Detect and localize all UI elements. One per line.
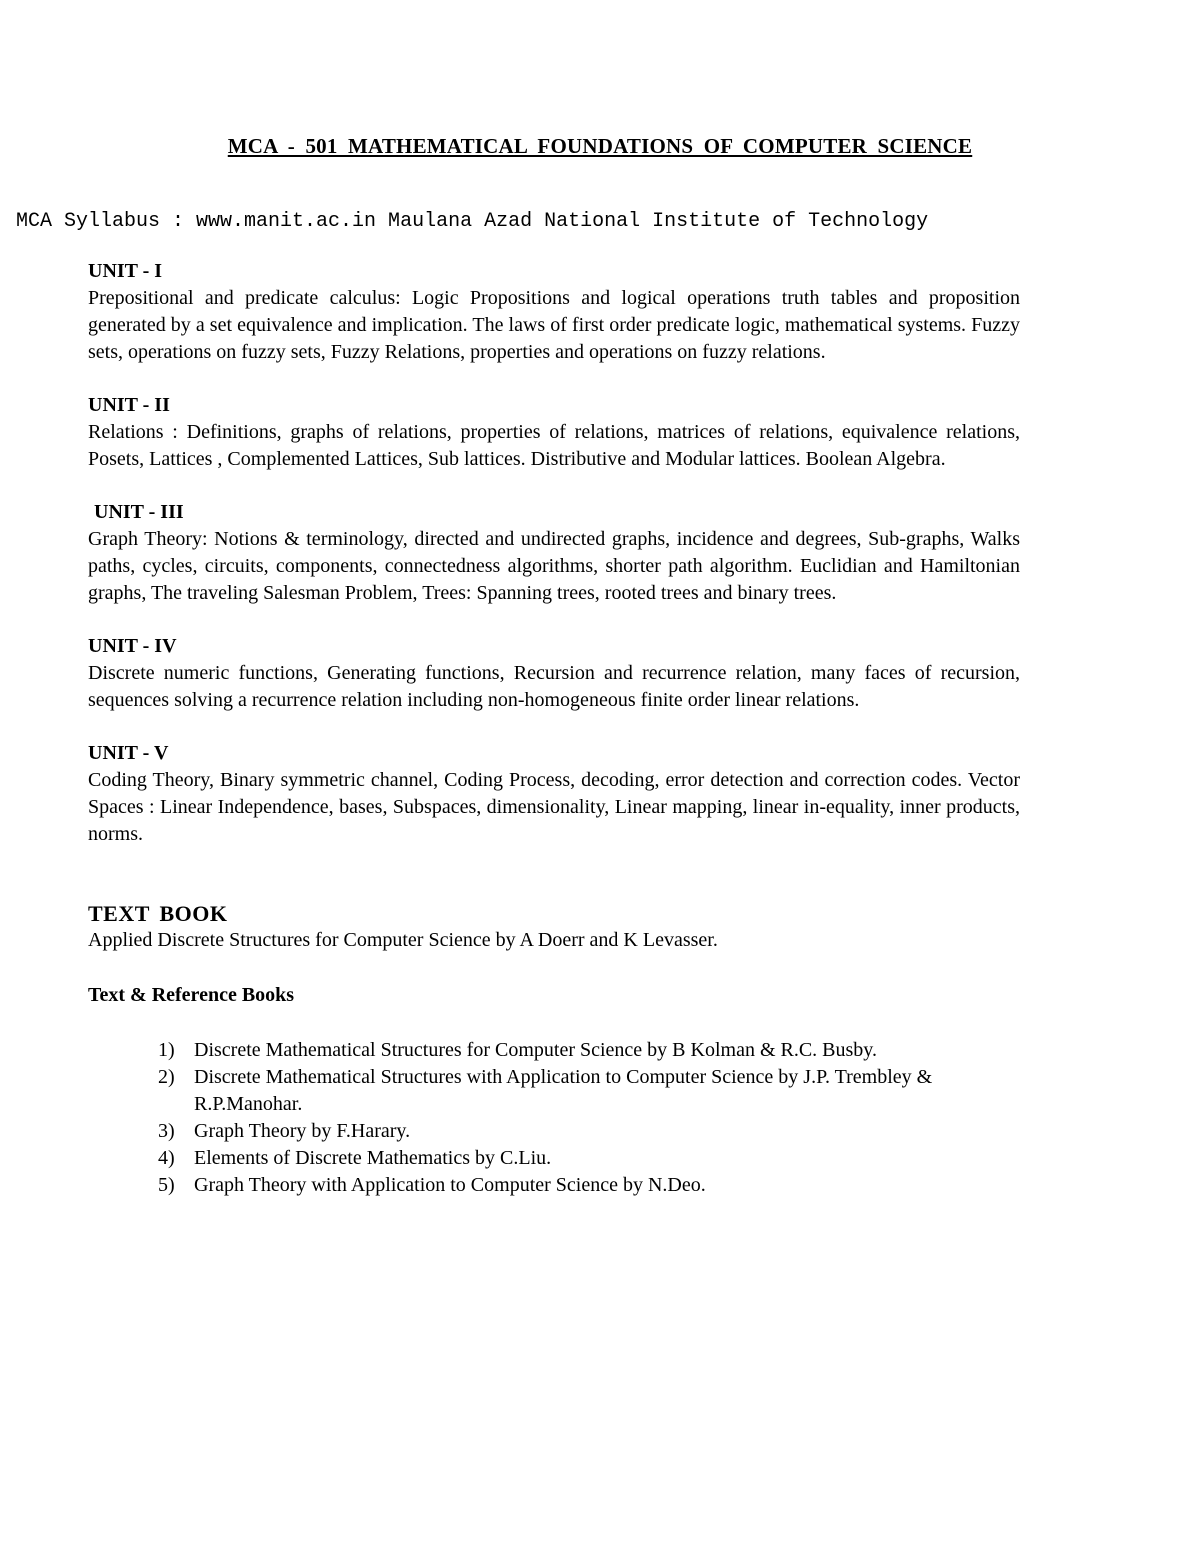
reference-number: 4) — [158, 1147, 175, 1169]
reference-item — [158, 1064, 958, 1118]
reference-number: 2) — [158, 1066, 175, 1088]
unit-section-3 — [88, 499, 1020, 607]
unit-body: Coding Theory, Binary symmetric channel, Coding Process, decoding, error detection and correction codes. Vector Spaces : Linear Independence, bases, Subspaces, dimensionality, Linear mapping, linear in-equality, inner products, norms. — [88, 769, 1020, 845]
reference-number: 3) — [158, 1120, 175, 1142]
reference-number: 5) — [158, 1174, 175, 1196]
reference-text: Graph Theory with Application to Computer Science by N.Deo. — [194, 1174, 706, 1196]
unit-heading: UNIT - I — [88, 260, 163, 282]
reference-number: 1) — [158, 1039, 175, 1061]
unit-body: Graph Theory: Notions & terminology, directed and undirected graphs, incidence and degrees, Sub-graphs, Walks paths, cycles, circuits, components, connectedness algorithms, shorter path algorithm. Euclidian and Hamiltonian graphs, The traveling Salesman Problem, Trees: Spanning trees, rooted trees and binary trees. — [88, 528, 1020, 604]
unit-section-2 — [88, 392, 1020, 473]
unit-heading: UNIT - II — [88, 394, 170, 416]
unit-section-4 — [88, 633, 1020, 714]
reference-item — [158, 1037, 958, 1064]
unit-body: Relations : Definitions, graphs of relations, properties of relations, matrices of relations, equivalence relations, Posets, Lattices , Complemented Lattices, Sub lattices. Distributive and Modular lattices. Boolean Algebra. — [88, 421, 1020, 470]
reference-list — [88, 1037, 958, 1199]
unit-heading: UNIT - III — [94, 501, 184, 523]
reference-item — [158, 1145, 958, 1172]
reference-text: Discrete Mathematical Structures for Computer Science by B Kolman & R.C. Busby. — [194, 1039, 878, 1061]
reference-text: Graph Theory by F.Harary. — [194, 1120, 411, 1142]
reference-text: Elements of Discrete Mathematics by C.Liu. — [194, 1147, 552, 1169]
unit-section-5 — [88, 740, 1020, 848]
references-heading: Text & Reference Books — [88, 984, 295, 1006]
reference-text: Discrete Mathematical Structures with Application to Computer Science by J.P. Trembley & R.P.Manohar. — [194, 1066, 933, 1115]
watermark-line: MCA Syllabus : www.manit.ac.in Maulana Azad National Institute of Technology — [16, 210, 929, 233]
reference-item — [158, 1118, 958, 1145]
unit-heading: UNIT - IV — [88, 635, 177, 657]
page-title: MCA - 501 MATHEMATICAL FOUNDATIONS OF COMPUTER SCIENCE — [227, 134, 973, 158]
unit-body: Prepositional and predicate calculus: Logic Propositions and logical operations truth tables and proposition generated by a set equivalence and implication. The laws of first order predicate logic, mathematical systems. Fuzzy sets, operations on fuzzy sets, Fuzzy Relations, properties and operations on fuzzy relations. — [88, 287, 1020, 363]
unit-heading: UNIT - V — [88, 742, 169, 764]
unit-section-1 — [88, 258, 1020, 366]
reference-item — [158, 1172, 958, 1199]
textbook-heading: TEXT BOOK — [88, 901, 228, 926]
unit-body: Discrete numeric functions, Generating functions, Recursion and recurrence relation, many faces of recursion, sequences solving a recurrence relation including non-homogeneous finite order linear relations. — [88, 662, 1020, 711]
syllabus-content — [88, 258, 1020, 1199]
textbook-body: Applied Discrete Structures for Computer Science by A Doerr and K Levasser. — [88, 929, 718, 951]
